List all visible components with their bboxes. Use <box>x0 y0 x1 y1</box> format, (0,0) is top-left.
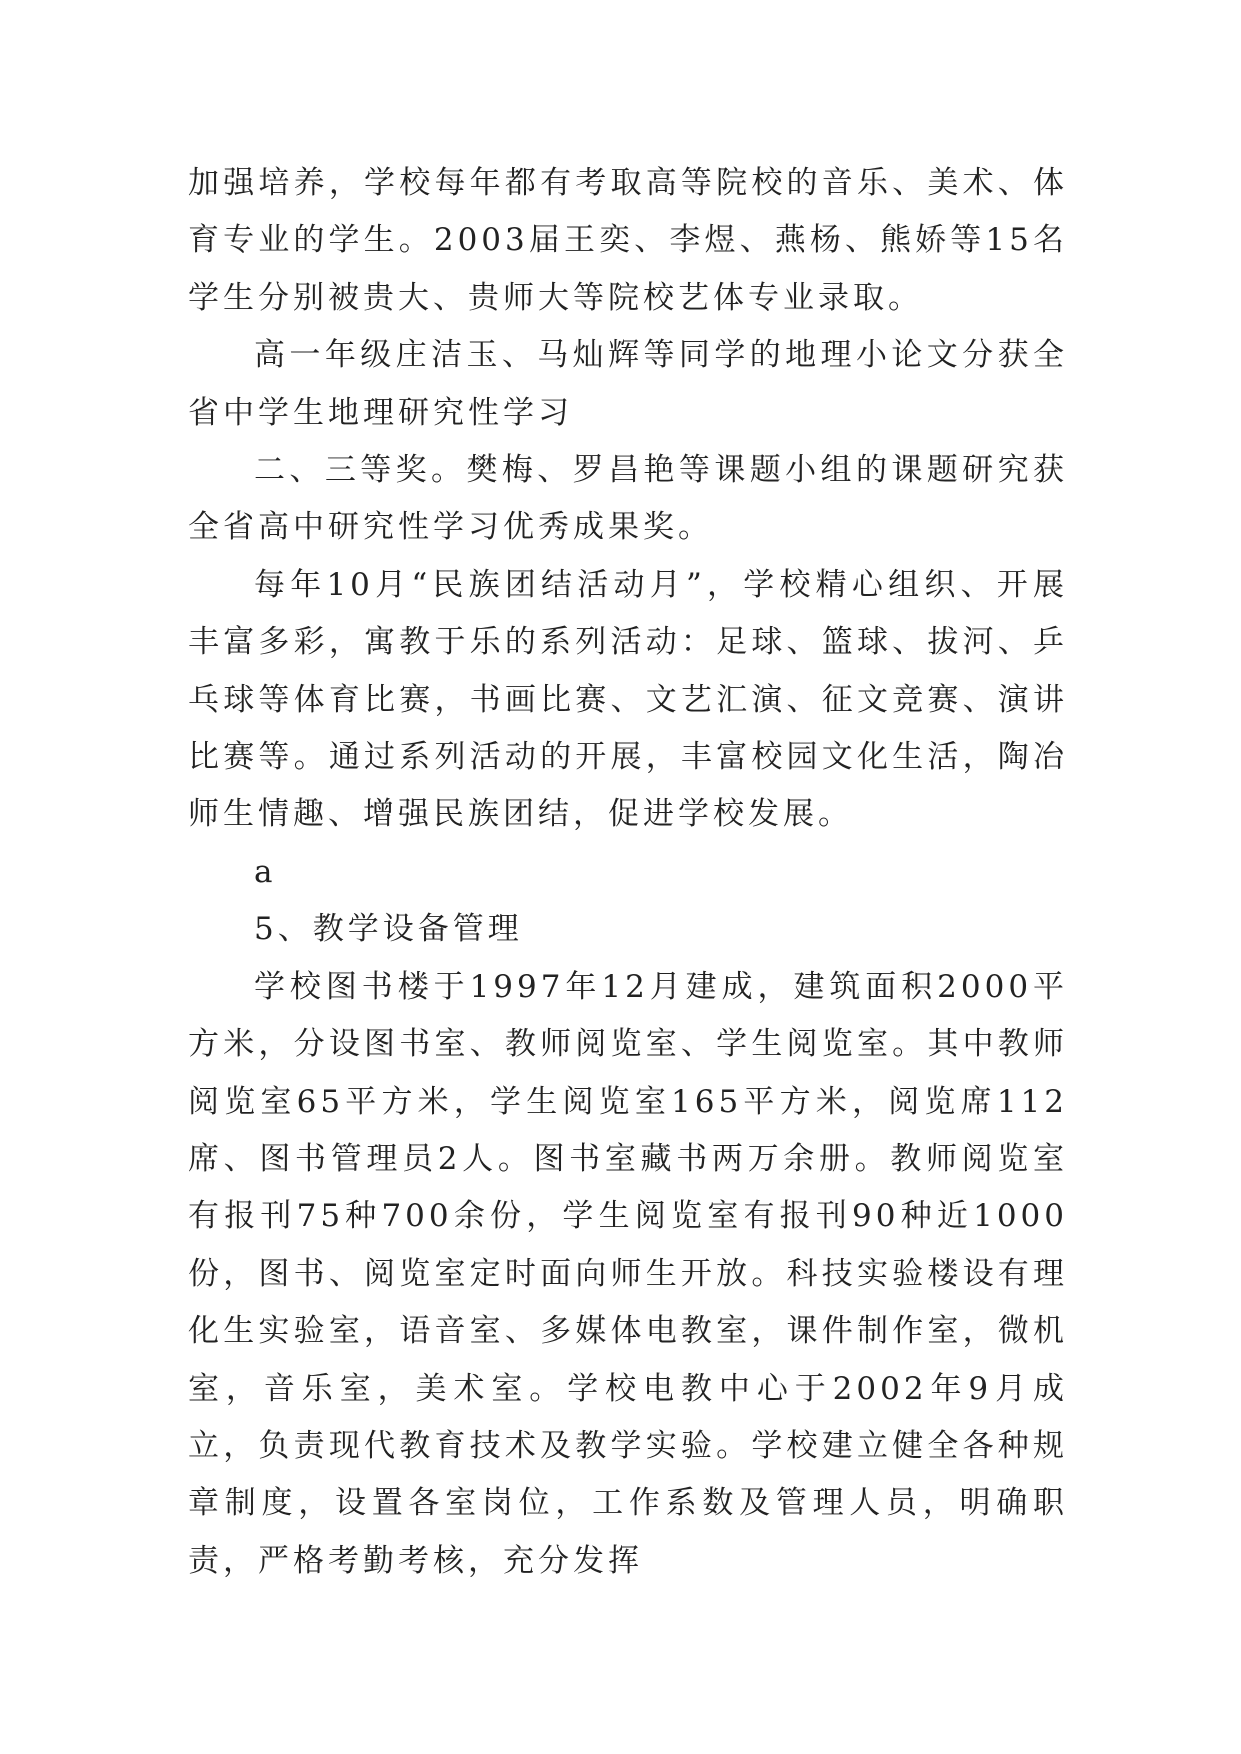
paragraph-library-facilities: 学校图书楼于1997年12月建成，建筑面积2000平方米，分设图书室、教师阅览室、学生阅览室。其中教师阅览室65平方米，学生阅览室165平方米，阅览席112席、图书管理员2人。图书室藏书两万余册。教师阅览室有报刊75种700余份，学生阅览室有报刊90种近1000份，图书、阅览室定时面向师生开放。科技实验楼设有理化生实验室，语音室、多媒体电教室，课件制作室，微机室，音乐室，美术室。学校电教中心于2002年9月成立，负责现代教育技术及教学实验。学校建立健全各种规章制度，设置各室岗位，工作系数及管理人员，明确职责，严格考勤考核，充分发挥 <box>188 968 1068 1579</box>
section-heading-equipment: 5、教学设备管理 <box>254 911 523 948</box>
paragraph-research-award: 二、三等奖。樊梅、罗昌艳等课题小组的课题研究获全省高中研究性学习优秀成果奖。 <box>188 452 1068 546</box>
paragraph-ethnic-unity-month: 每年10月“民族团结活动月”，学校精心组织、开展丰富多彩，寓教于乐的系列活动：足球、篮球、拔河、乒乓球等体育比赛，书画比赛、文艺汇演、征文竞赛、演讲比赛等。通过系列活动的开展，丰富校园文化生活，陶冶师生情趣、增强民族团结，促进学校发展。 <box>188 566 1068 833</box>
paragraph-geography-essay: 高一年级庄洁玉、马灿辉等同学的地理小论文分获全省中学生地理研究性学习 <box>188 337 1068 431</box>
paragraph-arts-admission: 加强培养，学校每年都有考取高等院校的音乐、美术、体育专业的学生。2003届王奕、李煜、燕杨、熊娇等15名学生分别被贵大、贵师大等院校艺体专业录取。 <box>188 165 1068 316</box>
paragraph-stray-letter: a <box>254 853 277 890</box>
document-body <box>188 155 1068 1590</box>
